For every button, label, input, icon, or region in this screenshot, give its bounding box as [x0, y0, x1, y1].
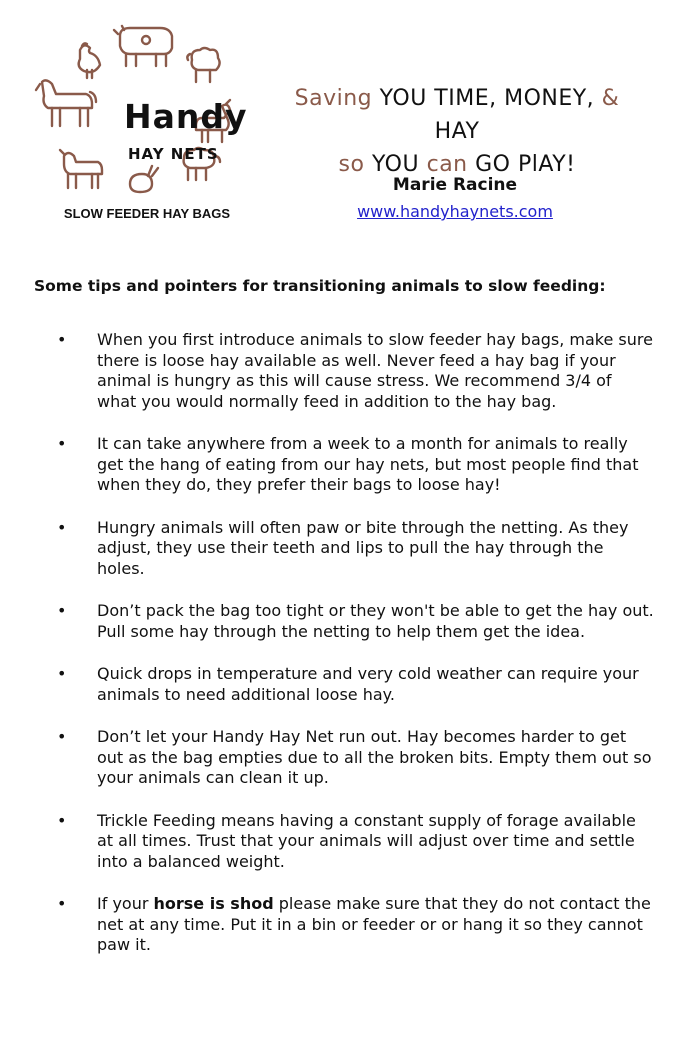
contact-name: Marie Racine [392, 175, 518, 195]
tip-text: If your horse is shod please make sure that they do not contact the net at any time. Put it in a bin or feeder or or hang it so they cannot paw it. [97, 894, 651, 954]
logo-wordmark-hay-nets: HAY NETS [128, 145, 219, 163]
slogan [282, 82, 632, 181]
logo-wordmark-handy: Handy [124, 97, 248, 136]
bullet-icon: • [57, 810, 67, 830]
bullet-icon: • [57, 601, 67, 620]
bullet-icon: • [57, 727, 67, 746]
bullet-icon: • [57, 664, 67, 683]
tip-item [0, 434, 695, 496]
emphasis-horse-is-shod: horse is shod [153, 894, 274, 913]
tip-text: Don’t pack the bag too tight or they won't be able to get the hay out. Pull some hay through the netting to help them get the idea. [97, 601, 654, 641]
slogan-line-1: Saving YOU TIME, MONEY, & HAY [294, 86, 620, 144]
tip-text: Don’t let your Handy Hay Net run out. Hay becomes harder to get out as the bag empties due to all the broken bits. Empty them out so your animals can clean it up. [97, 727, 652, 787]
bullet-icon: • [57, 330, 67, 349]
bullet-icon: • [57, 434, 67, 453]
brand-logo [28, 20, 248, 205]
tip-item [0, 811, 695, 873]
tip-text: It can take anywhere from a week to a month for animals to really get the hang of eating from our hay nets, but most people find that when they do, they prefer their bags to loose hay! [97, 434, 639, 494]
tip-text: Trickle Feeding means having a constant supply of forage available at all times. Trust that your animals will adjust over time and settle into a balanced weight. [97, 810, 636, 871]
tip-text: Hungry animals will often paw or bite through the netting. As they adjust, they use their teeth and lips to pull the hay through the holes. [97, 517, 629, 578]
website-link[interactable]: www.handyhaynets.com [357, 202, 553, 221]
tip-item [0, 330, 695, 412]
tip-item [0, 518, 695, 580]
tip-item [0, 894, 695, 956]
tip-text: Quick drops in temperature and very cold weather can require your animals to need additional loose hay. [97, 664, 639, 704]
bullet-icon: • [57, 894, 67, 913]
tip-item [0, 727, 695, 789]
tip-item [0, 664, 695, 705]
page-heading: Some tips and pointers for transitioning animals to slow feeding: [34, 277, 606, 295]
bullet-icon: • [57, 517, 67, 537]
slogan-line-2: so YOU can GO PlAY! [338, 152, 576, 177]
tip-text: When you first introduce animals to slow feeder hay bags, make sure there is loose hay available as well. Never feed a hay bag if your animal is hungry as this will cause stress. We recommend 3/4 of what you would normally feed in addition to the hay bag. [97, 330, 653, 411]
tips-list [0, 330, 695, 978]
tip-item [0, 601, 695, 642]
logo-tagline: SLOW FEEDER HAY BAGS [63, 206, 231, 221]
